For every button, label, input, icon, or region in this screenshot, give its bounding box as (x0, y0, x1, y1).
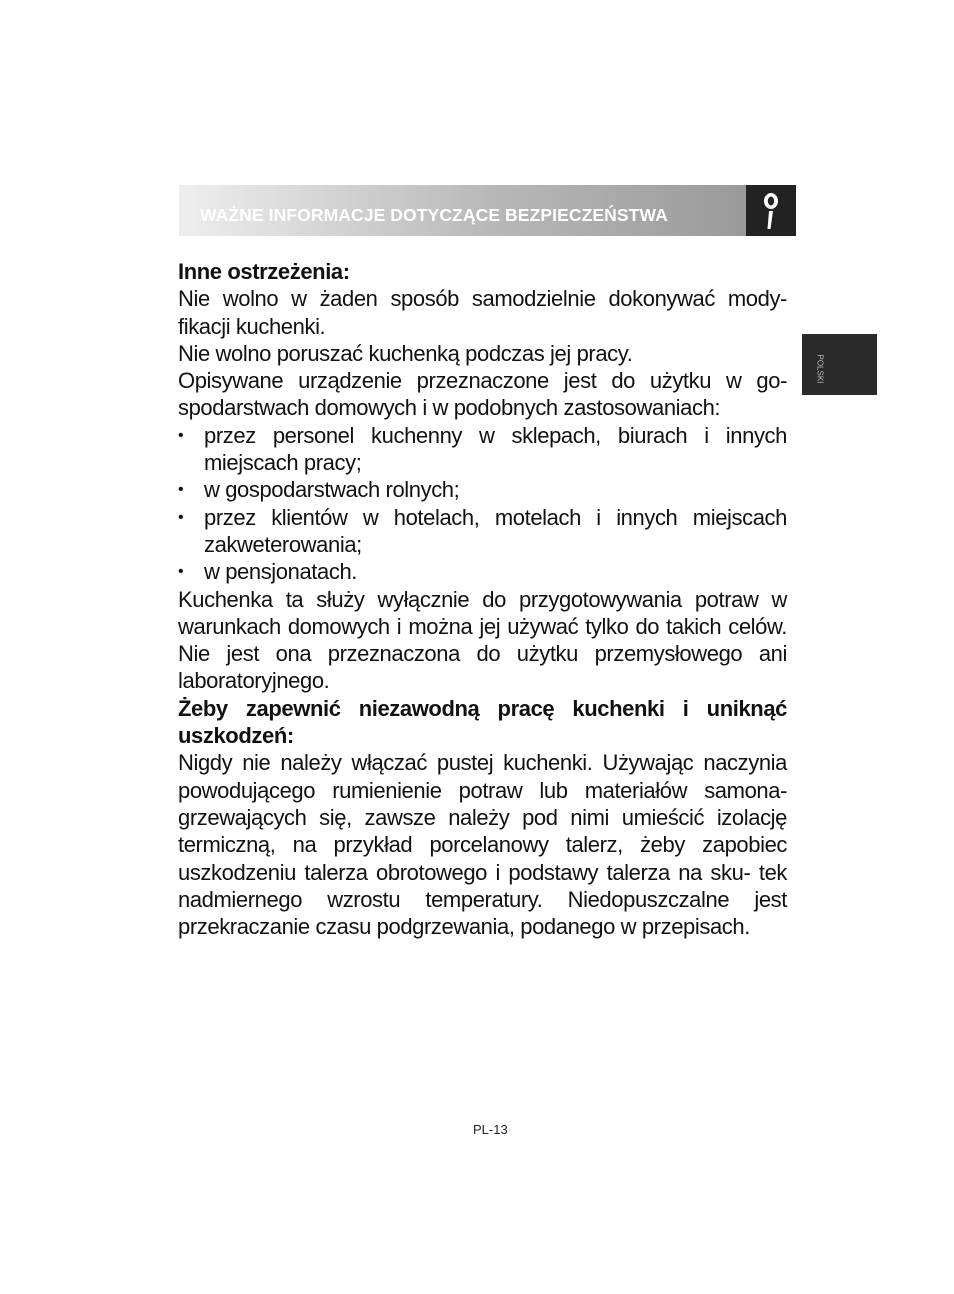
bullet-icon: • (178, 426, 184, 444)
header-icon-box (746, 185, 796, 236)
paragraph-intended-use: Opisywane urządzenie przeznaczone jest do użytku w go- spodarstwach domowych i w podobnych zastosowaniach: (178, 368, 787, 421)
bullet-icon: • (178, 563, 184, 581)
paragraph-household-only: Kuchenka ta służy wyłącznie do przygotowywania potraw w warunkach domowych i można jej używać tylko do takich celów. Nie jest ona przeznaczona do użytku przemysłowego ani laboratoryjnego. (178, 586, 787, 694)
list-item-text: przez personel kuchenny w sklepach, biurach i innych miejscach pracy; (204, 422, 787, 476)
language-tab-label: POLSKI (815, 354, 825, 384)
list-item-text: w gospodarstwach rolnych; (204, 477, 460, 503)
list-item (178, 476, 787, 503)
section-header-title: WAŻNE INFORMACJE DOTYCZĄCE BEZPIECZEŃSTWA (200, 205, 668, 225)
intended-use-list (178, 422, 787, 586)
paragraph-empty-oven: Nigdy nie należy włączać pustej kuchenki. Używając naczynia powodującego rumienienie potraw lub materiałów samona- grzewających się, zawsze należy pod nimi umieścić izolację termiczną, na przykład porcelanowy talerz, żeby zapobiec uszkodzeniu talerza obrotowego i podstawy talerza na sku- tek nadmiernego wzrostu temperatury. Niedopuszczalne jest przekraczanie czasu podgrzewania, podanego w przepisach. (178, 750, 787, 940)
list-item-text: w pensjonatach. (204, 559, 357, 585)
section-header-bar (179, 185, 746, 236)
bullet-icon: • (178, 481, 184, 499)
bullet-icon: • (178, 508, 184, 526)
list-item (178, 558, 787, 585)
list-item (178, 504, 787, 559)
paragraph-no-modifications: Nie wolno w żaden sposób samodzielnie dokonywać mody- fikacji kuchenki. (178, 286, 787, 339)
info-icon (760, 191, 782, 231)
language-side-tab (802, 334, 877, 395)
list-item (178, 422, 787, 477)
reliable-operation-heading: Żeby zapewnić niezawodną pracę kuchenki i uniknąć uszkodzeń: (178, 695, 787, 749)
paragraph-no-moving: Nie wolno poruszać kuchenką podczas jej pracy. (178, 340, 633, 366)
other-warnings-heading: Inne ostrzeżenia: (178, 259, 350, 284)
page-number: PL-13 (473, 1122, 508, 1137)
main-content (178, 258, 787, 940)
list-item-text: przez klientów w hotelach, motelach i innych miejscach zakweterowania; (204, 504, 787, 557)
